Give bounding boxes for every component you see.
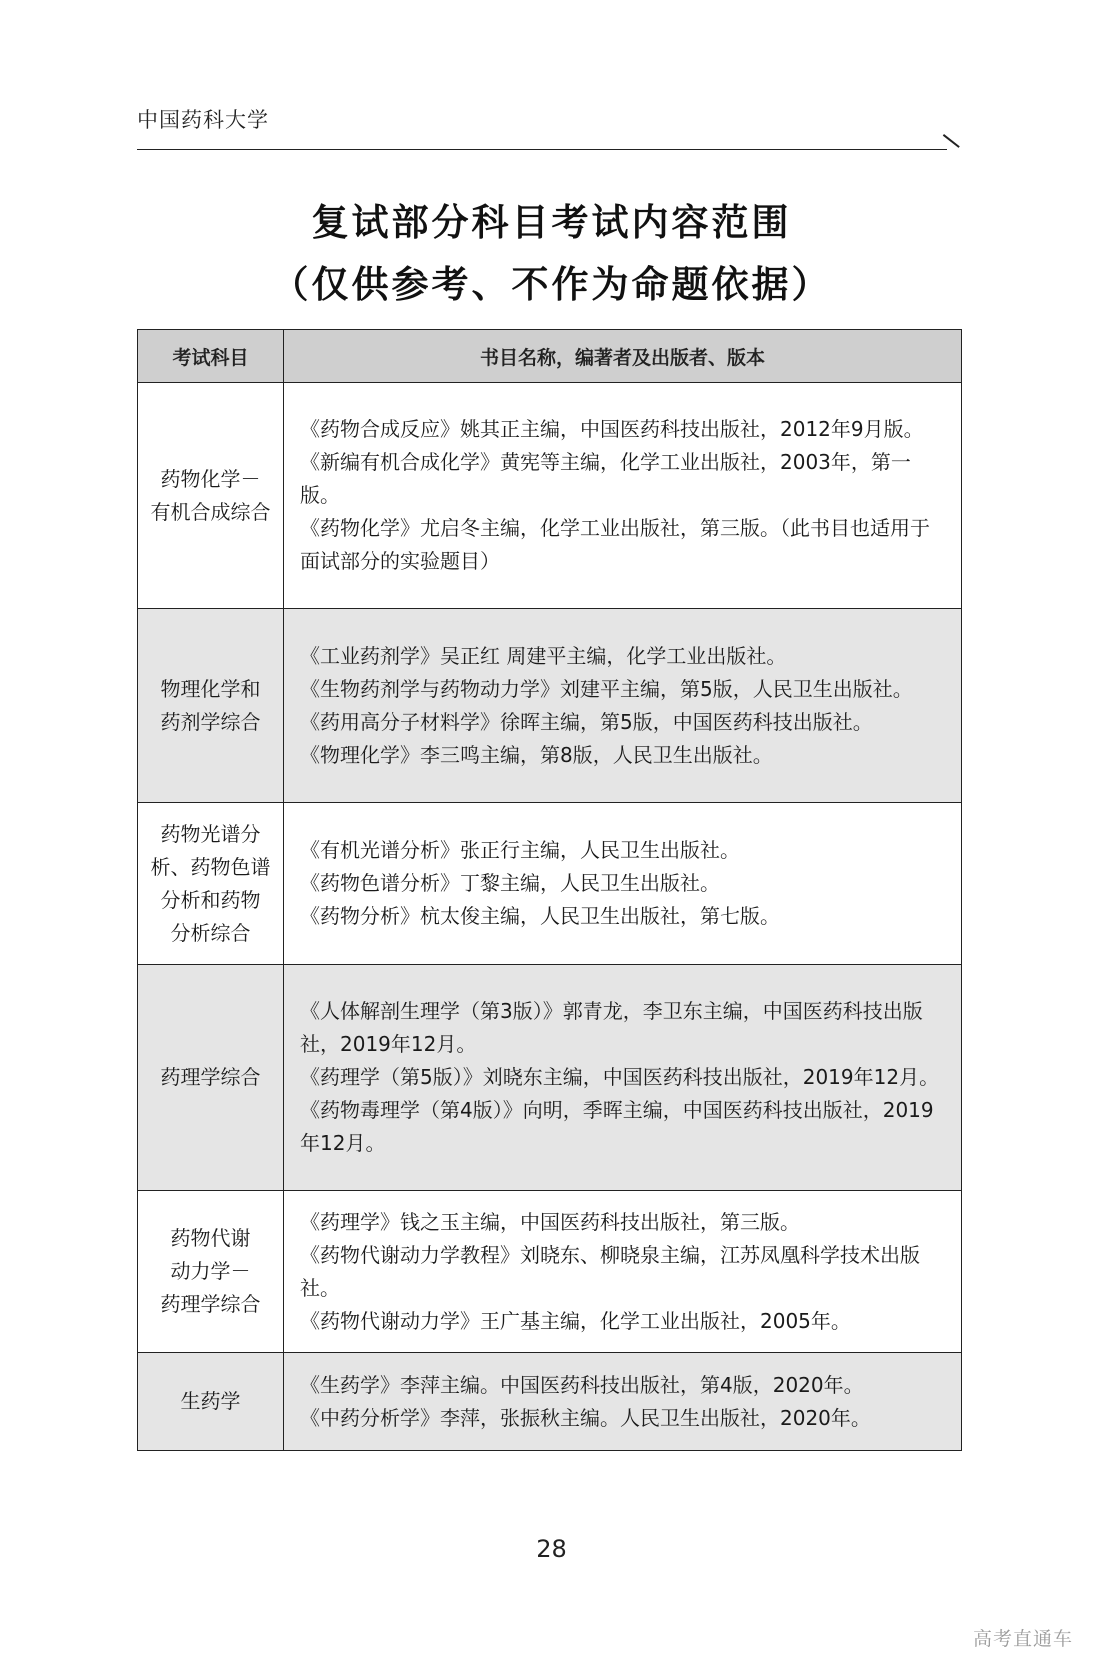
book-entry: 《药物毒理学（第4版）》向明，季晖主编，中国医药科技出版社，2019年12月。 xyxy=(300,1098,934,1155)
book-entry: 《物理化学》李三鸣主编，第8版，人民卫生出版社。 xyxy=(300,742,773,767)
book-entry: 《药用高分子材料学》徐晖主编，第5版，中国医药科技出版社。 xyxy=(300,709,873,734)
page-title: 复试部分科目考试内容范围 xyxy=(311,200,792,244)
book-entry: 《中药分析学》李萍，张振秋主编。人民卫生出版社，2020年。 xyxy=(300,1405,871,1430)
books-cell xyxy=(284,803,962,965)
book-entry: 《药物分析》杭太俊主编，人民卫生出版社，第七版。 xyxy=(300,904,780,928)
subject-line: 药物化学－ xyxy=(160,466,261,491)
header-rule xyxy=(137,149,947,150)
subject-cell xyxy=(138,609,284,803)
table-row xyxy=(138,609,962,803)
table-row xyxy=(138,1191,962,1353)
book-entry: 《药物色谱分析》丁黎主编，人民卫生出版社。 xyxy=(300,871,720,895)
book-entry: 《生药学》李萍主编。中国医药科技出版社，第4版，2020年。 xyxy=(300,1372,864,1397)
subject-line: 分析和药物 xyxy=(160,887,261,912)
book-entry: 《人体解剖生理学（第3版）》郭青龙，李卫东主编，中国医药科技出版社，2019年12月。 xyxy=(300,999,923,1056)
book-entry: 《药理学（第5版）》刘晓东主编，中国医药科技出版社，2019年12月。 xyxy=(300,1065,940,1089)
book-entry: 《生物药剂学与药物动力学》刘建平主编，第5版，人民卫生出版社。 xyxy=(300,676,913,701)
subject-line: 药理学综合 xyxy=(160,1065,261,1089)
book-entry: 《有机光谱分析》张正行主编，人民卫生出版社。 xyxy=(300,838,740,862)
book-entry: 《药物合成反应》姚其正主编，中国医药科技出版社，2012年9月版。 xyxy=(300,417,924,441)
books-cell xyxy=(284,965,962,1191)
book-entry: 《工业药剂学》吴正红 周建平主编，化学工业出版社。 xyxy=(300,643,787,668)
column-header-books: 书目名称，编著者及出版者、版本 xyxy=(284,330,962,383)
book-entry: 《新编有机合成化学》黄宪等主编，化学工业出版社，2003年，第一版。 xyxy=(300,450,911,507)
page-subtitle: （仅供参考、不作为命题依据） xyxy=(271,262,832,306)
books-cell xyxy=(284,1353,962,1451)
table-row xyxy=(138,1353,962,1451)
table-row xyxy=(138,383,962,609)
page-number: 28 xyxy=(536,1535,567,1563)
table-row xyxy=(138,965,962,1191)
book-entry: 《药理学》钱之玉主编，中国医药科技出版社，第三版。 xyxy=(300,1209,800,1234)
books-cell xyxy=(284,383,962,609)
subject-line: 动力学－ xyxy=(170,1259,251,1283)
subject-cell xyxy=(138,383,284,609)
column-header-subject: 考试科目 xyxy=(138,330,284,383)
subject-line: 析、药物色谱 xyxy=(150,854,271,879)
subject-line: 分析综合 xyxy=(170,920,251,945)
books-cell xyxy=(284,609,962,803)
table-body xyxy=(138,383,962,1451)
subject-line: 药物代谢 xyxy=(170,1226,251,1250)
books-cell xyxy=(284,1191,962,1353)
subject-line: 物理化学和 xyxy=(160,676,261,701)
subject-line: 药理学综合 xyxy=(160,1292,261,1316)
book-entry: 《药物代谢动力学》王广基主编，化学工业出版社，2005年。 xyxy=(300,1308,851,1333)
subject-line: 生药学 xyxy=(180,1389,241,1413)
table-header-row xyxy=(138,330,962,383)
subject-line: 药剂学综合 xyxy=(160,709,261,734)
exam-reference-table xyxy=(137,329,962,1451)
book-entry: 《药物代谢动力学教程》刘晓东、柳晓泉主编，江苏凤凰科学技术出版社。 xyxy=(300,1242,920,1300)
watermark: 高考直通车 xyxy=(972,1628,1073,1650)
subject-line: 药物光谱分 xyxy=(160,821,261,846)
subject-cell xyxy=(138,1191,284,1353)
subject-cell xyxy=(138,965,284,1191)
subject-line: 有机合成综合 xyxy=(150,499,271,524)
header-university-name: 中国药科大学 xyxy=(137,108,269,132)
header-rule-tick xyxy=(943,134,960,148)
subject-cell xyxy=(138,1353,284,1451)
book-entry: 《药物化学》尤启冬主编，化学工业出版社，第三版。（此书目也适用于面试部分的实验题目） xyxy=(300,516,930,573)
table-row xyxy=(138,803,962,965)
subject-cell xyxy=(138,803,284,965)
